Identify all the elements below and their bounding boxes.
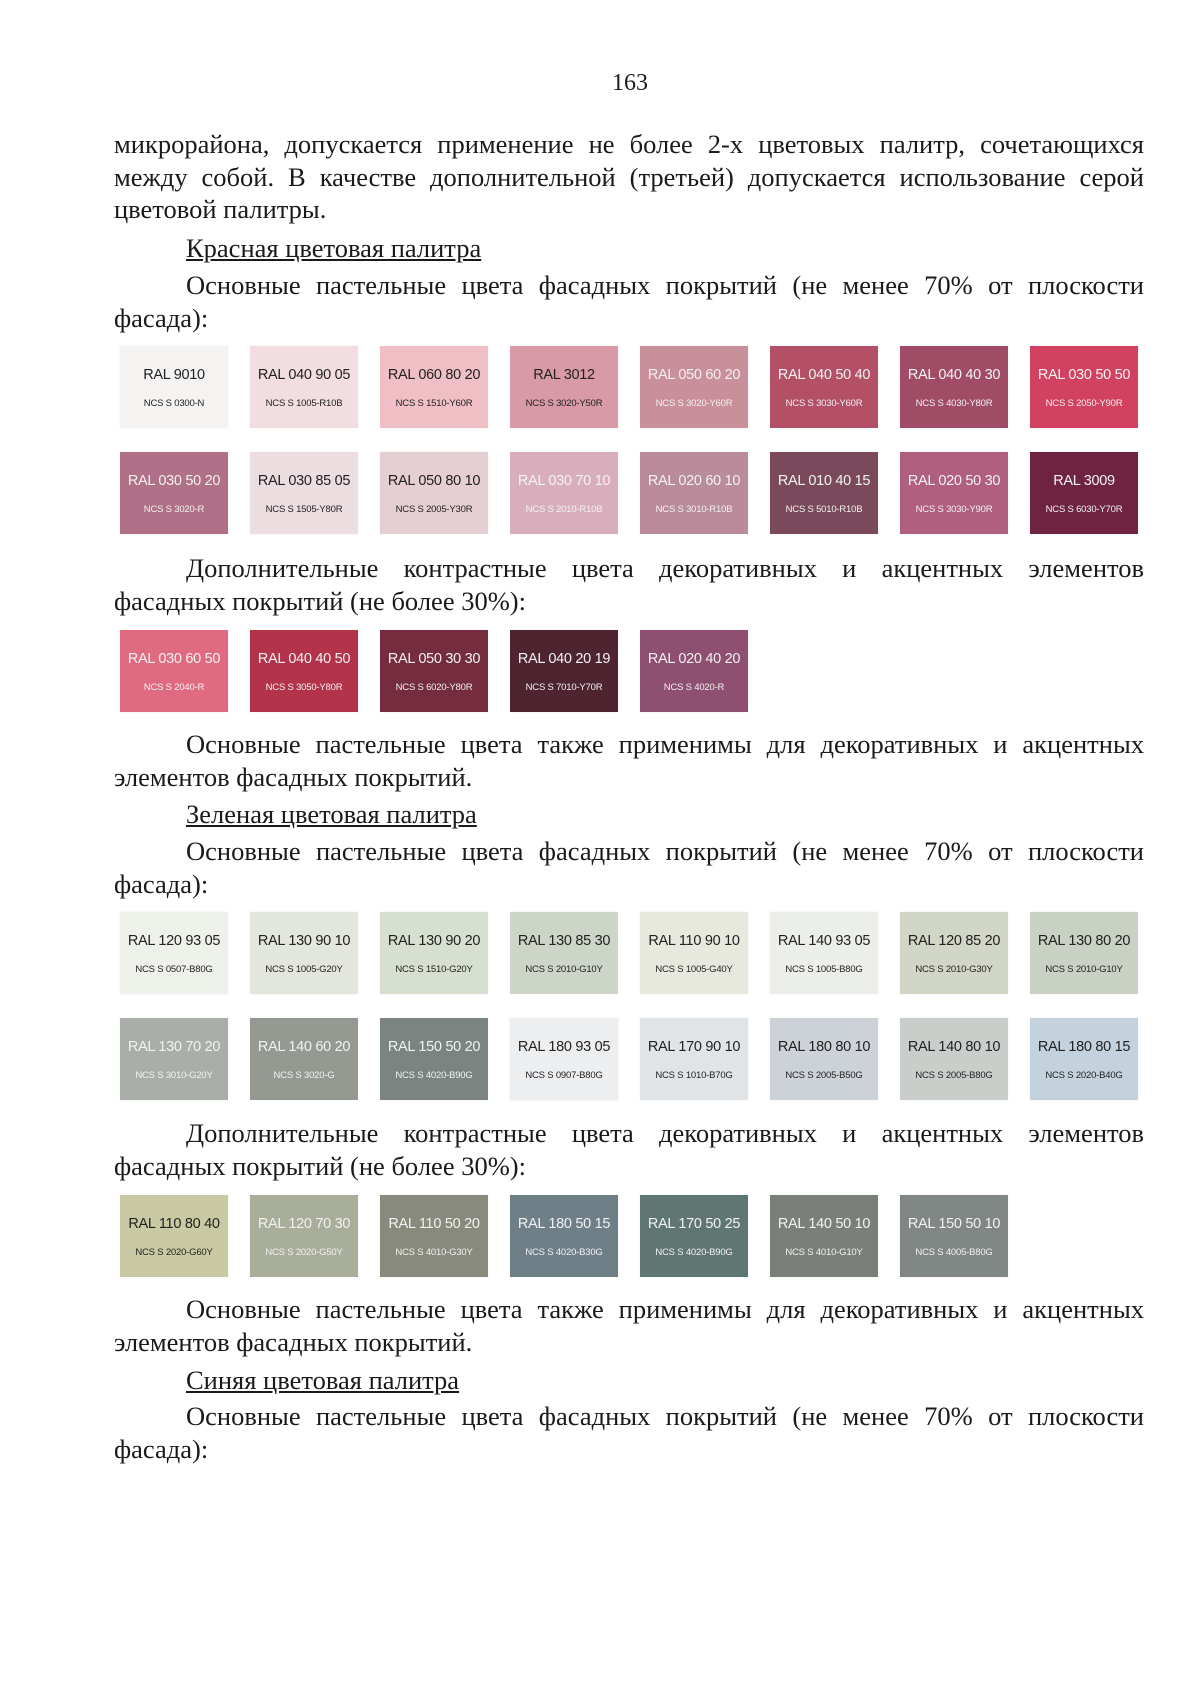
swatch-ral-code: RAL 9010 — [143, 366, 205, 383]
color-swatch — [510, 452, 618, 534]
swatch-ncs-code: NCS S 2005-Y30R — [395, 503, 473, 515]
swatch-ral-code: RAL 110 90 10 — [648, 932, 740, 949]
green-main-text: Основные пастельные цвета фасадных покрытий (не менее 70% от плоскости фасада): — [114, 836, 1144, 899]
swatch-ral-code: RAL 140 93 05 — [777, 932, 871, 949]
color-swatch — [250, 630, 358, 712]
swatch-ncs-code: NCS S 1005-R10B — [265, 397, 343, 409]
swatch-ncs-code: NCS S 3030-Y60R — [785, 397, 863, 409]
color-swatch — [120, 452, 228, 534]
color-swatch — [250, 452, 358, 534]
swatch-ncs-code: NCS S 4020-B90G — [655, 1246, 733, 1258]
swatch-ncs-code: NCS S 2020-G60Y — [135, 1246, 213, 1258]
swatch-ral-code: RAL 050 80 10 — [387, 472, 481, 489]
swatch-ncs-code: NCS S 2010-G30Y — [915, 963, 993, 975]
swatch-ral-code: RAL 040 90 05 — [257, 366, 351, 383]
swatch-ncs-code: NCS S 0507-B80G — [135, 963, 213, 975]
color-swatch — [120, 912, 228, 994]
swatch-ncs-code: NCS S 2040-R — [143, 681, 205, 693]
red-extra-row — [120, 630, 748, 712]
swatch-ral-code: RAL 030 70 10 — [517, 472, 611, 489]
color-swatch — [120, 1018, 228, 1100]
color-swatch — [510, 1195, 618, 1277]
swatch-ral-code: RAL 110 50 20 — [388, 1215, 480, 1232]
color-swatch — [510, 630, 618, 712]
swatch-ncs-code: NCS S 2010-G10Y — [525, 963, 603, 975]
swatch-ncs-code: NCS S 4010-G10Y — [785, 1246, 863, 1258]
swatch-ral-code: RAL 170 50 25 — [647, 1215, 741, 1232]
color-swatch — [900, 1018, 1008, 1100]
color-swatch — [380, 452, 488, 534]
color-swatch — [640, 630, 748, 712]
swatch-ncs-code: NCS S 3020-R — [143, 503, 205, 515]
color-swatch — [900, 1195, 1008, 1277]
swatch-ral-code: RAL 140 80 10 — [907, 1038, 1001, 1055]
color-swatch — [900, 346, 1008, 428]
swatch-ncs-code: NCS S 3020-Y50R — [525, 397, 603, 409]
swatch-ncs-code: NCS S 5010-R10B — [785, 503, 863, 515]
swatch-ral-code: RAL 120 93 05 — [127, 932, 221, 949]
color-swatch — [120, 630, 228, 712]
color-swatch — [640, 1195, 748, 1277]
red-note: Основные пастельные цвета также применимы для декоративных и акцентных элементов фасадных покрытий. — [114, 729, 1144, 792]
color-swatch — [640, 1018, 748, 1100]
swatch-ral-code: RAL 130 90 10 — [257, 932, 351, 949]
color-swatch — [640, 912, 748, 994]
swatch-ncs-code: NCS S 1005-B80G — [785, 963, 863, 975]
color-swatch — [120, 346, 228, 428]
intro-paragraph: микрорайона, допускается применение не более 2-х цветовых палитр, сочетающихся между собой. В качестве дополнительной (третьей) допускается использование серой цветовой палитры. — [114, 129, 1144, 224]
color-swatch — [770, 452, 878, 534]
swatch-ncs-code: NCS S 4010-G30Y — [395, 1246, 473, 1258]
swatch-ral-code: RAL 030 60 50 — [127, 650, 221, 667]
swatch-ral-code: RAL 180 50 15 — [517, 1215, 611, 1232]
swatch-ral-code: RAL 040 50 40 — [777, 366, 871, 383]
color-swatch — [250, 912, 358, 994]
green-note: Основные пастельные цвета также применимы для декоративных и акцентных элементов фасадных покрытий. — [114, 1294, 1144, 1357]
swatch-ral-code: RAL 120 70 30 — [257, 1215, 351, 1232]
red-main-row-1 — [120, 346, 1138, 428]
swatch-ral-code: RAL 3009 — [1053, 472, 1115, 489]
swatch-ral-code: RAL 150 50 20 — [387, 1038, 481, 1055]
swatch-ral-code: RAL 180 80 10 — [777, 1038, 871, 1055]
swatch-ral-code: RAL 110 80 40 — [128, 1215, 220, 1232]
swatch-ral-code: RAL 040 20 19 — [517, 650, 611, 667]
color-swatch — [250, 1018, 358, 1100]
swatch-ral-code: RAL 130 85 30 — [517, 932, 611, 949]
swatch-ral-code: RAL 150 50 10 — [907, 1215, 1001, 1232]
color-swatch — [250, 1195, 358, 1277]
swatch-ncs-code: NCS S 2005-B80G — [915, 1069, 993, 1081]
color-swatch — [770, 912, 878, 994]
swatch-ral-code: RAL 020 40 20 — [647, 650, 741, 667]
red-main-row-2 — [120, 452, 1138, 534]
color-swatch — [510, 346, 618, 428]
color-swatch — [900, 912, 1008, 994]
swatch-ncs-code: NCS S 3050-Y80R — [265, 681, 343, 693]
swatch-ral-code: RAL 120 85 20 — [907, 932, 1001, 949]
color-swatch — [770, 346, 878, 428]
swatch-ncs-code: NCS S 4030-Y80R — [915, 397, 993, 409]
swatch-ral-code: RAL 3012 — [533, 366, 595, 383]
swatch-ncs-code: NCS S 2020-G50Y — [265, 1246, 343, 1258]
swatch-ral-code: RAL 130 90 20 — [387, 932, 481, 949]
swatch-ncs-code: NCS S 4005-B80G — [915, 1246, 993, 1258]
swatch-ncs-code: NCS S 0300-N — [143, 397, 205, 409]
swatch-ral-code: RAL 010 40 15 — [777, 472, 871, 489]
color-swatch — [640, 346, 748, 428]
swatch-ral-code: RAL 130 70 20 — [127, 1038, 221, 1055]
swatch-ral-code: RAL 140 60 20 — [257, 1038, 351, 1055]
swatch-ncs-code: NCS S 7010-Y70R — [525, 681, 603, 693]
red-palette-heading: Красная цветовая палитра — [186, 233, 482, 263]
swatch-ncs-code: NCS S 2020-B40G — [1045, 1069, 1123, 1081]
green-extra-text: Дополнительные контрастные цвета декоративных и акцентных элементов фасадных покрытий (не более 30%): — [114, 1118, 1144, 1181]
swatch-ncs-code: NCS S 1005-G20Y — [265, 963, 343, 975]
swatch-ncs-code: NCS S 3020-Y60R — [655, 397, 733, 409]
swatch-ral-code: RAL 130 80 20 — [1037, 932, 1131, 949]
red-extra-text: Дополнительные контрастные цвета декоративных и акцентных элементов фасадных покрытий (не более 30%): — [114, 553, 1144, 616]
color-swatch — [1030, 452, 1138, 534]
color-swatch — [250, 346, 358, 428]
color-swatch — [380, 346, 488, 428]
color-swatch — [380, 1195, 488, 1277]
color-swatch — [770, 1195, 878, 1277]
swatch-ncs-code: NCS S 2050-Y90R — [1045, 397, 1123, 409]
blue-palette-heading: Синяя цветовая палитра — [186, 1365, 460, 1395]
red-main-text: Основные пастельные цвета фасадных покрытий (не менее 70% от плоскости фасада): — [114, 270, 1144, 333]
swatch-ral-code: RAL 040 40 30 — [907, 366, 1001, 383]
color-swatch — [380, 1018, 488, 1100]
swatch-ncs-code: NCS S 3010-R10B — [655, 503, 733, 515]
swatch-ncs-code: NCS S 2005-B50G — [785, 1069, 863, 1081]
swatch-ncs-code: NCS S 1005-G40Y — [655, 963, 733, 975]
color-swatch — [120, 1195, 228, 1277]
color-swatch — [510, 912, 618, 994]
color-swatch — [380, 630, 488, 712]
swatch-ral-code: RAL 170 90 10 — [647, 1038, 741, 1055]
swatch-ncs-code: NCS S 6020-Y80R — [395, 681, 473, 693]
swatch-ncs-code: NCS S 0907-B80G — [525, 1069, 603, 1081]
green-main-row-2 — [120, 1018, 1138, 1100]
swatch-ncs-code: NCS S 4020-B30G — [525, 1246, 603, 1258]
swatch-ncs-code: NCS S 2010-G10Y — [1045, 963, 1123, 975]
swatch-ncs-code: NCS S 2010-R10B — [525, 503, 603, 515]
color-swatch — [1030, 346, 1138, 428]
swatch-ral-code: RAL 030 50 20 — [127, 472, 221, 489]
color-swatch — [770, 1018, 878, 1100]
swatch-ral-code: RAL 020 60 10 — [647, 472, 741, 489]
swatch-ral-code: RAL 030 85 05 — [257, 472, 351, 489]
swatch-ral-code: RAL 180 80 15 — [1037, 1038, 1131, 1055]
color-swatch — [900, 452, 1008, 534]
swatch-ral-code: RAL 060 80 20 — [387, 366, 481, 383]
swatch-ncs-code: NCS S 1010-B70G — [655, 1069, 733, 1081]
color-swatch — [1030, 1018, 1138, 1100]
swatch-ncs-code: NCS S 6030-Y70R — [1045, 503, 1123, 515]
page-number: 163 — [612, 70, 648, 96]
green-palette-heading: Зеленая цветовая палитра — [186, 799, 477, 829]
swatch-ral-code: RAL 040 40 50 — [257, 650, 351, 667]
swatch-ncs-code: NCS S 1505-Y80R — [265, 503, 343, 515]
swatch-ncs-code: NCS S 4020-B90G — [395, 1069, 473, 1081]
blue-main-text: Основные пастельные цвета фасадных покрытий (не менее 70% от плоскости фасада): — [114, 1401, 1144, 1464]
swatch-ncs-code: NCS S 1510-Y60R — [395, 397, 473, 409]
green-main-row-1 — [120, 912, 1138, 994]
swatch-ncs-code: NCS S 4020-R — [663, 681, 725, 693]
green-extra-row — [120, 1195, 1008, 1277]
swatch-ncs-code: NCS S 1510-G20Y — [395, 963, 473, 975]
swatch-ncs-code: NCS S 3020-G — [273, 1069, 335, 1081]
swatch-ncs-code: NCS S 3030-Y90R — [915, 503, 993, 515]
swatch-ral-code: RAL 030 50 50 — [1037, 366, 1131, 383]
swatch-ral-code: RAL 020 50 30 — [907, 472, 1001, 489]
color-swatch — [640, 452, 748, 534]
swatch-ncs-code: NCS S 3010-G20Y — [135, 1069, 213, 1081]
swatch-ral-code: RAL 050 60 20 — [647, 366, 741, 383]
color-swatch — [510, 1018, 618, 1100]
color-swatch — [1030, 912, 1138, 994]
swatch-ral-code: RAL 180 93 05 — [517, 1038, 611, 1055]
swatch-ral-code: RAL 140 50 10 — [777, 1215, 871, 1232]
color-swatch — [380, 912, 488, 994]
swatch-ral-code: RAL 050 30 30 — [387, 650, 481, 667]
